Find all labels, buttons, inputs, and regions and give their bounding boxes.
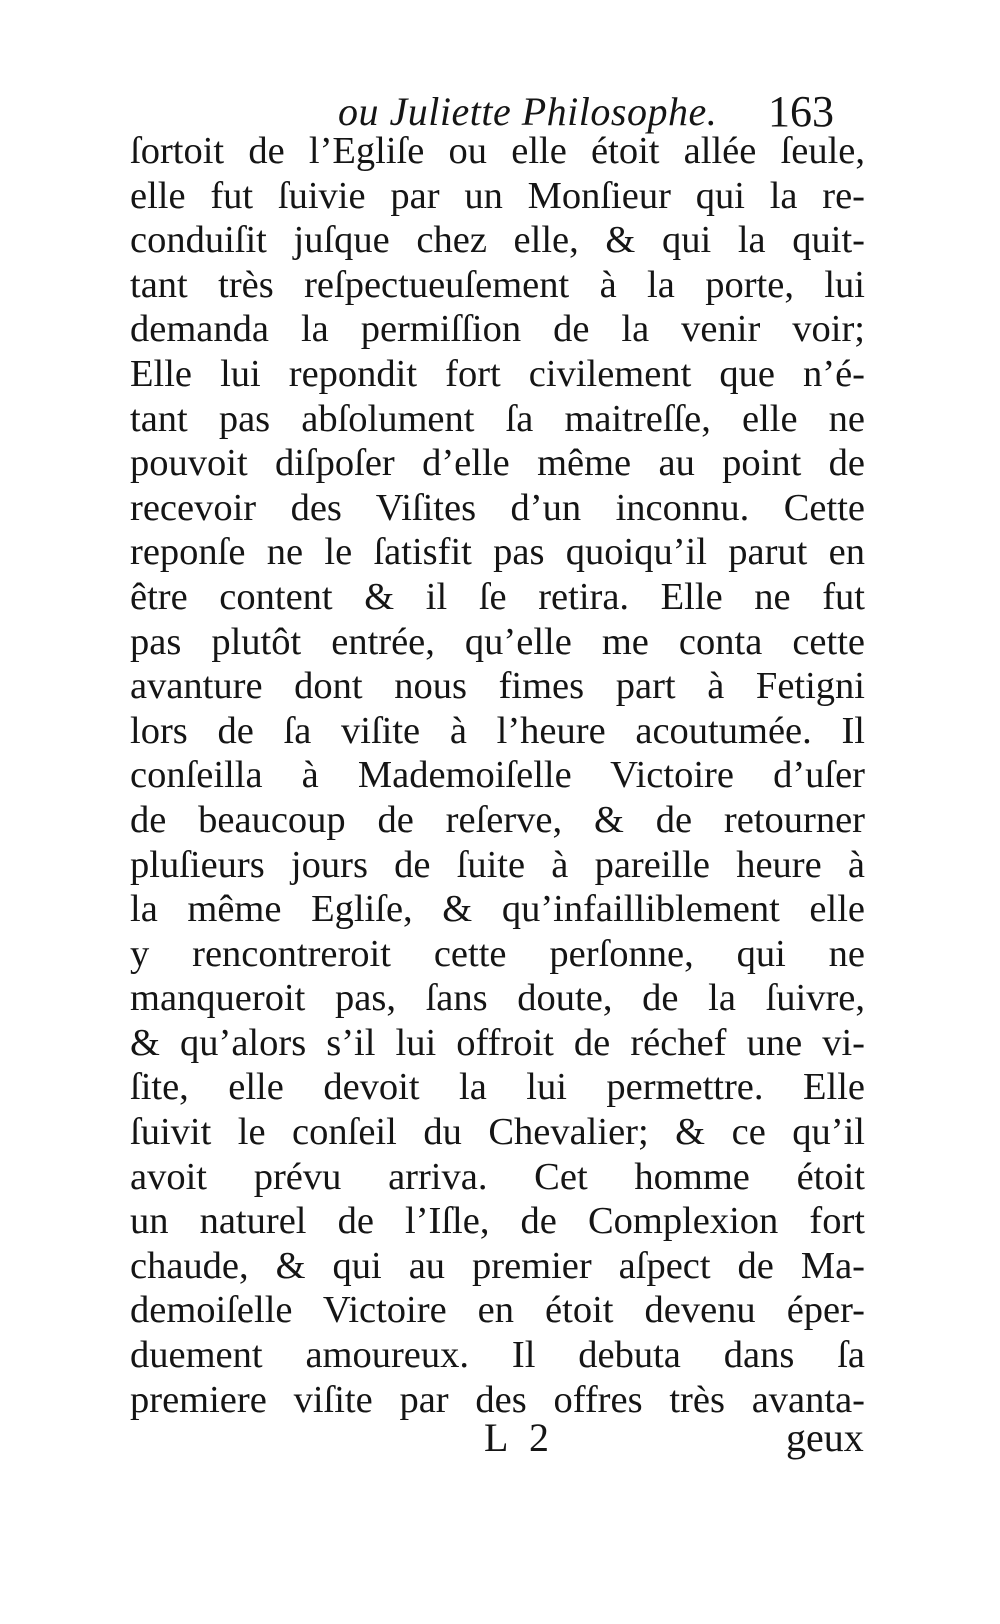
text-line: lors de ſa viſite à l’heure acoutumée. Il [130, 709, 865, 752]
text-line: & qu’alors s’il lui offroit de réchef une vi- [130, 1021, 865, 1064]
text-line: tant très reſpectueuſement à la porte, lui [130, 263, 865, 306]
body-text [130, 129, 865, 1422]
text-line: de beaucoup de reſerve, & de retourner [130, 798, 865, 841]
text-line: pas plutôt entrée, qu’elle me conta cette [130, 620, 865, 663]
text-line: demanda la permiſſion de la venir voir; [130, 308, 865, 351]
text-line: un naturel de l’Iſle, de Complexion fort [130, 1200, 865, 1243]
text-line: ſuivit le conſeil du Chevalier; & ce qu’il [130, 1111, 865, 1154]
text-line: la même Egliſe, & qu’infailliblement elle [130, 888, 865, 931]
text-line: demoiſelle Victoire en étoit devenu éper- [130, 1289, 865, 1332]
text-line: chaude, & qui au premier aſpect de Ma- [130, 1244, 865, 1287]
text-line: manqueroit pas, ſans doute, de la ſuivre, [130, 977, 865, 1020]
signature-mark: L 2 [484, 1415, 555, 1460]
text-line: pluſieurs jours de ſuite à pareille heure à [130, 843, 865, 886]
text-line: conſeilla à Mademoiſelle Victoire d’uſer [130, 754, 865, 797]
text-line: ſite, elle devoit la lui permettre. Elle [130, 1066, 865, 1109]
text-line: recevoir des Viſites d’un inconnu. Cette [130, 486, 865, 529]
page-number: 163 [768, 87, 834, 136]
text-line: avoit prévu arriva. Cet homme étoit [130, 1155, 865, 1198]
text-line: duement amoureux. Il debuta dans ſa [130, 1334, 865, 1377]
catchword: geux [786, 1415, 864, 1460]
text-line: y rencontreroit cette perſonne, qui ne [130, 932, 865, 975]
text-line: Elle lui repondit fort civilement que n’é- [130, 352, 865, 395]
text-line: premiere viſite par des offres très avanta- [130, 1378, 865, 1421]
text-line: ſortoit de l’Egliſe ou elle étoit allée ſeule, [130, 130, 865, 172]
running-title: ou Juliette Philosophe. [338, 89, 718, 134]
text-line: reponſe ne le ſatisfit pas quoiqu’il parut en [130, 531, 865, 574]
text-line: pouvoit diſpoſer d’elle même au point de [130, 442, 865, 485]
page-footer [0, 1408, 1000, 1468]
text-line: être content & il ſe retira. Elle ne fut [130, 575, 865, 618]
text-line: avanture dont nous fimes part à Fetigni [130, 665, 865, 708]
text-line: elle fut ſuivie par un Monſieur qui la re- [130, 174, 865, 217]
text-line: tant pas abſolument ſa maitreſſe, elle ne [130, 397, 865, 440]
text-line: conduiſit juſque chez elle, & qui la quit- [130, 219, 865, 262]
